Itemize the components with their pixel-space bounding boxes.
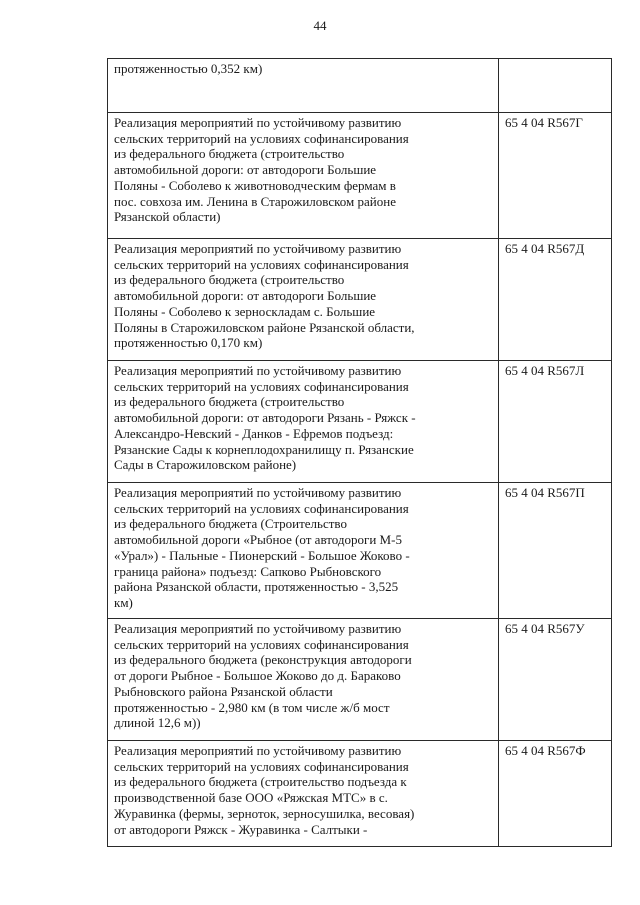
row-description: протяженностью 0,352 км) — [114, 61, 263, 76]
row-description: Реализация мероприятий по устойчивому развитию сельских территорий на условиях софинансирования из федерального бюджета (Строительство автомобильной дороги «Рыбное (от автодороги М-5 «Урал») - Пальные - Пионерский - Большое Жоково - граница района» подъезд: Сапково Рыбновского района Рязанской области, протяженностью - 3,525 км) — [114, 485, 410, 610]
table-row — [108, 113, 612, 239]
code-cell: 65 4 04 R567Ф — [499, 741, 612, 847]
description-clip — [114, 743, 494, 838]
code-cell: 65 4 04 R567У — [499, 619, 612, 741]
row-description: Реализация мероприятий по устойчивому развитию сельских территорий на условиях софинансирования из федерального бюджета (строительство подъезда к производственной базе ООО «Ряжская МТС» в с. Журавинка (фермы, зерноток, зерносушилка, весовая) от автодороги Ряжск - Журавинка - Салтыки - — [114, 743, 415, 837]
description-cell — [108, 741, 499, 847]
row-description: Реализация мероприятий по устойчивому развитию сельских территорий на условиях софинансирования из федерального бюджета (строительство автомобильной дороги: от автодороги Рязань - Ряжск - Александро-Невский - Данков - Ефремов подъезд: Рязанские Сады к корнеплодохранилищу п. Рязанские Сады в Старожиловском районе) — [114, 363, 416, 473]
budget-table — [107, 58, 612, 847]
table-row — [108, 483, 612, 619]
code-cell: 65 4 04 R567Д — [499, 239, 612, 361]
code-cell: 65 4 04 R567Л — [499, 361, 612, 483]
page-number: 44 — [313, 18, 327, 33]
description-cell — [108, 619, 499, 741]
table-row — [108, 59, 612, 113]
description-cell — [108, 239, 499, 361]
description-cell — [108, 483, 499, 619]
code-cell: 65 4 04 R567Г — [499, 113, 612, 239]
table-row — [108, 619, 612, 741]
code-cell: 65 4 04 R567П — [499, 483, 612, 619]
description-cell — [108, 113, 499, 239]
description-cell — [108, 361, 499, 483]
row-description: Реализация мероприятий по устойчивому развитию сельских территорий на условиях софинансирования из федерального бюджета (строительство автомобильной дороги: от автодороги Большие Поляны - Соболево к зерноскладам с. Большие Поляны в Старожиловском районе Рязанской области, протяженностью 0,170 км) — [114, 241, 415, 351]
table-row — [108, 741, 612, 847]
table-row — [108, 239, 612, 361]
description-cell — [108, 59, 499, 113]
row-description: Реализация мероприятий по устойчивому развитию сельских территорий на условиях софинансирования из федерального бюджета (реконструкция автодороги от дороги Рыбное - Большое Жоково до д. Бараково Рыбновского района Рязанской области протяженностью - 2,980 км (в том числе ж/б мост длиной 12,6 м)) — [114, 621, 412, 731]
row-description: Реализация мероприятий по устойчивому развитию сельских территорий на условиях софинансирования из федерального бюджета (строительство автомобильной дороги: от автодороги Большие Поляны - Соболево к животноводческим фермам в пос. совхоза им. Ленина в Старожиловском районе Рязанской области) — [114, 115, 409, 225]
table-row — [108, 361, 612, 483]
code-cell — [499, 59, 612, 113]
